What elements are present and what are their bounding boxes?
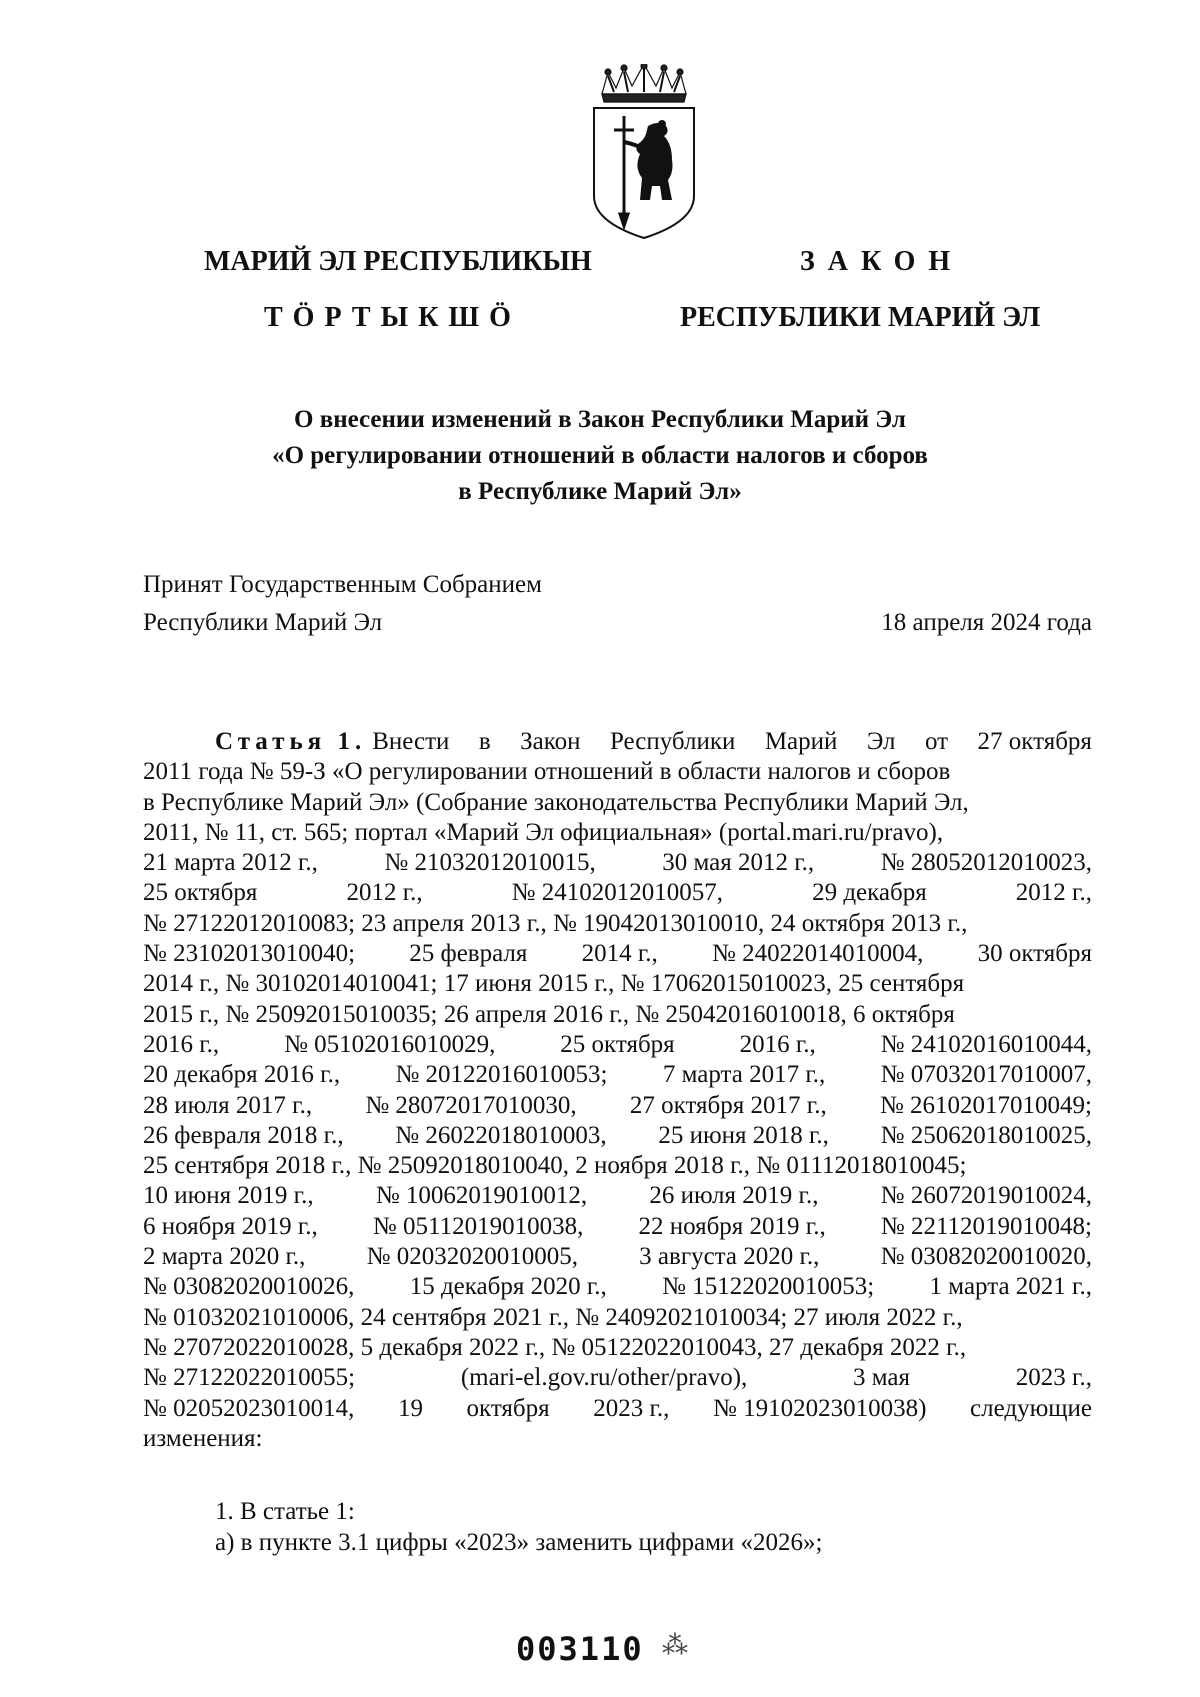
article-segment: № 27122022010055; xyxy=(143,1364,356,1392)
header-right-title: ЗАКОН xyxy=(800,246,964,277)
paragraph-1: 1. В статье 1: xyxy=(215,1498,355,1525)
article-segment: № 02032020010005, xyxy=(366,1243,578,1271)
article-segment: № 27122012010083; 23 апреля 2013 г., № 19042013010010, 24 октября 2013 г., xyxy=(143,909,968,937)
article-segment: в Республике Марий Эл» (Собрание законодательства Республики Марий Эл, xyxy=(143,788,969,816)
article-segment: 25 февраля xyxy=(409,940,528,968)
article-segment: № 24102012010057, xyxy=(511,879,724,907)
article-segment: 2 марта 2020 г., xyxy=(143,1243,306,1271)
article-segment: № 21032012010015, xyxy=(384,849,596,877)
serial-number: 003110 xyxy=(516,1630,644,1668)
article-line xyxy=(143,939,1092,969)
article-segment: № 28072017010030, xyxy=(365,1091,577,1119)
article-segment: 2014 г., xyxy=(581,940,658,968)
article-segment: 22 ноября 2019 г., xyxy=(638,1212,826,1240)
article-segment: изменения: xyxy=(143,1424,263,1452)
article-segment: следующие xyxy=(970,1394,1092,1422)
article-line xyxy=(143,909,1092,939)
article-segment: № 19102023010038) xyxy=(713,1394,927,1422)
article-word: Республики xyxy=(609,728,736,755)
article-line xyxy=(143,1030,1092,1060)
document-title xyxy=(160,402,1040,510)
article-segment: 2015 г., № 25092015010035; 26 апреля 2016 г., № 25042016010018, 6 октября xyxy=(143,1000,955,1028)
article-line xyxy=(143,878,1092,908)
article-segment: 26 февраля 2018 г., xyxy=(143,1121,344,1149)
article-segment: № 03082020010026, xyxy=(143,1273,355,1301)
article-segment: 20 декабря 2016 г., xyxy=(143,1061,341,1089)
article-word: 27 октября xyxy=(977,728,1092,755)
article-segment: 2023 г., xyxy=(593,1394,670,1422)
article-segment: 25 июня 2018 г., xyxy=(658,1121,829,1149)
article-segment: октября xyxy=(466,1394,550,1422)
article-segment: 2011 года № 59-З «О регулировании отношений в области налогов и сборов xyxy=(143,758,951,786)
article-segment: № 22112019010048; xyxy=(880,1212,1092,1240)
article-segment: 29 декабря xyxy=(812,879,927,907)
article-line xyxy=(143,1242,1092,1272)
article-word: Закон xyxy=(520,728,581,755)
article-segment: № 03082020010020, xyxy=(880,1243,1092,1271)
article-segment: 6 ноября 2019 г., xyxy=(143,1212,318,1240)
article-word: Эл xyxy=(866,728,896,755)
coat-of-arms-emblem xyxy=(588,64,700,240)
article-segment: 10 июня 2019 г., xyxy=(143,1182,314,1210)
article-segment: № 26022018010003, xyxy=(395,1121,607,1149)
article-segment: № 25062018010025, xyxy=(880,1121,1092,1149)
header-left-title: МАРИЙ ЭЛ РЕСПУБЛИКЫН xyxy=(204,246,592,277)
article-line xyxy=(143,757,1092,787)
article-line xyxy=(143,1000,1092,1030)
article-segment: № 26072019010024, xyxy=(880,1182,1092,1210)
article-segment: (mari-el.gov.ru/other/pravo), xyxy=(460,1364,748,1392)
article-word: Внести xyxy=(372,728,450,755)
article-segment: 25 сентября 2018 г., № 25092018010040, 2 ноября 2018 г., № 01112018010045; xyxy=(143,1152,967,1180)
article-segment: 2016 г., xyxy=(143,1030,220,1058)
article-segment: № 01032021010006, 24 сентября 2021 г., № 24092021010034; 27 июля 2022 г., xyxy=(143,1303,963,1331)
article-word: от xyxy=(924,728,949,755)
article-line xyxy=(143,818,1092,848)
footer-mark: ⁂ xyxy=(662,1631,688,1660)
article-line xyxy=(143,1333,1092,1363)
article-line xyxy=(143,727,1092,757)
article-segment: № 26102017010049; xyxy=(879,1091,1092,1119)
article-line xyxy=(143,848,1092,878)
article-line xyxy=(143,1091,1092,1121)
adoption-line: Республики Марий Эл xyxy=(143,609,383,636)
article-line xyxy=(143,1212,1092,1242)
article-line xyxy=(143,1151,1092,1181)
paragraph-1a: а) в пункте 3.1 цифры «2023» заменить цифрами «2026»; xyxy=(215,1529,823,1556)
article-segment: № 27072022010028, 5 декабря 2022 г., № 05122022010043, 27 декабря 2022 г., xyxy=(143,1333,967,1361)
article-label: Статья 1. xyxy=(215,728,367,755)
article-segment: 26 июля 2019 г., xyxy=(649,1182,819,1210)
article-line xyxy=(143,1363,1092,1393)
article-segment: № 24022014010004, xyxy=(712,940,924,968)
article-segment: 2011, № 11, ст. 565; портал «Марий Эл официальная» (portal.mari.ru/pravo), xyxy=(143,818,944,846)
article-segment: 2023 г., xyxy=(1015,1364,1092,1392)
article-segment: 1 марта 2021 г., xyxy=(929,1273,1092,1301)
article-segment: 30 октября xyxy=(977,940,1092,968)
article-segment: 21 марта 2012 г., xyxy=(143,849,318,877)
article-segment: № 02052023010014, xyxy=(143,1394,355,1422)
article-segment: 15 декабря 2020 г., xyxy=(409,1273,607,1301)
article-segment: 2014 г., № 30102014010041; 17 июня 2015 г., № 17062015010023, 25 сентября xyxy=(143,970,965,998)
article-line xyxy=(143,1060,1092,1090)
article-segment: № 05102016010029, xyxy=(284,1030,496,1058)
adoption-line: Принят Государственным Собранием xyxy=(143,571,542,598)
article-segment: 25 октября xyxy=(143,879,258,907)
document-title-line: в Республике Марий Эл» xyxy=(458,478,742,505)
article-segment: № 15122020010053; xyxy=(662,1273,875,1301)
article-line xyxy=(143,788,1092,818)
article-line xyxy=(143,1121,1092,1151)
adoption-statement xyxy=(143,566,542,642)
article-segment: № 05112019010038, xyxy=(372,1212,584,1240)
article-segment: № 07032017010007, xyxy=(880,1061,1092,1089)
adoption-date: 18 апреля 2024 года xyxy=(881,609,1092,636)
article-line xyxy=(143,1424,1092,1454)
article-segment: 2012 г., xyxy=(1015,879,1092,907)
article-segment: № 20122016010053; xyxy=(395,1061,608,1089)
article-segment: 2012 г., xyxy=(346,879,423,907)
article-line-text xyxy=(372,727,1092,757)
article-line xyxy=(143,1272,1092,1302)
article-segment: 28 июля 2017 г., xyxy=(143,1091,313,1119)
article-segment: 3 августа 2020 г., xyxy=(639,1243,820,1271)
article-segment: 7 марта 2017 г., xyxy=(662,1061,826,1089)
document-title-line: О внесении изменений в Закон Республики Марий Эл xyxy=(294,406,906,433)
article-segment: 3 мая xyxy=(853,1364,911,1392)
article-line xyxy=(143,1394,1092,1424)
article-segment: 25 октября xyxy=(560,1030,675,1058)
article-segment: № 28052012010023, xyxy=(880,849,1092,877)
article-segment: 30 мая 2012 г., xyxy=(662,849,815,877)
article-segment: 19 xyxy=(397,1394,423,1422)
article-segment: № 23102013010040; xyxy=(143,940,356,968)
article-word: Марий xyxy=(764,728,838,755)
article-segment: 27 октября 2017 г., xyxy=(629,1091,827,1119)
article-line xyxy=(143,1303,1092,1333)
article-word: в xyxy=(478,728,491,755)
article-line xyxy=(143,1181,1092,1211)
header-right-subtitle: РЕСПУБЛИКИ МАРИЙ ЭЛ xyxy=(680,302,1041,333)
article-line xyxy=(143,969,1092,999)
document-title-line: «О регулировании отношений в области налогов и сборов xyxy=(272,442,928,469)
article-1-body xyxy=(143,727,1092,1454)
header-left-subtitle: ТӦРТЫКШӦ xyxy=(264,302,521,333)
article-segment: 2016 г., xyxy=(739,1030,816,1058)
article-segment: № 24102016010044, xyxy=(880,1030,1092,1058)
article-segment: № 10062019010012, xyxy=(375,1182,588,1210)
